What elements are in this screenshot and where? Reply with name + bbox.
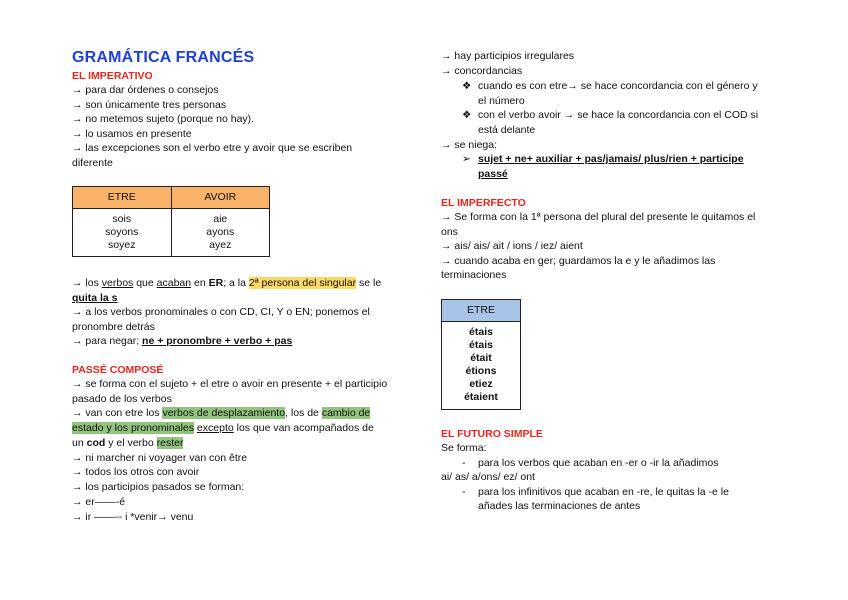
etre-form: soyez [108, 239, 136, 251]
bullet-text: con el verbo avoir → se hace la concordancia con el COD si [478, 109, 759, 121]
imperativo-line: → para dar órdenes o consejos [72, 84, 219, 96]
avoir-form: aie [213, 213, 228, 225]
etre-form: étais [469, 326, 493, 338]
etre-forms [73, 209, 172, 257]
dash-bullet-icon: - [462, 486, 466, 498]
passe-line: pasado de los verbos [72, 393, 172, 405]
bullet-text: el número [478, 95, 525, 107]
imperfecto-heading: EL IMPERFECTO [441, 197, 526, 209]
text: → para negar; [72, 335, 143, 347]
etre-form: soyons [105, 226, 139, 238]
right-line: → concordancias [441, 65, 523, 77]
pronominal-line: pronombre detrás [72, 321, 155, 333]
futuro-item: para los infinitivos que acaban en -re, le quitas la -e le [478, 486, 729, 498]
right-line: → hay participios irregulares [441, 50, 575, 62]
niega-rule: sujet + ne+ auxiliar + pas/jamais/ plus/rien + participe [478, 153, 744, 165]
table-header-avoir: AVOIR [171, 187, 269, 209]
highlight: cambio de [321, 407, 371, 419]
imperfecto-line: → Se forma con la 1ª persona del plural del presente le quitamos el [441, 211, 756, 223]
passe-etre-line2 [72, 421, 374, 436]
etre-form: étions [465, 365, 497, 377]
negar-line [72, 334, 292, 349]
highlight: estado y los pronominales [72, 422, 194, 434]
imperativo-line: → no metemos sujeto (porque no hay). [72, 113, 255, 125]
diamond-bullet-icon: ❖ [462, 109, 472, 121]
text: en [191, 277, 209, 289]
imperativo-heading: EL IMPERATIVO [72, 70, 153, 82]
highlight: rester [156, 437, 184, 449]
etre-form: sois [112, 213, 132, 225]
text: y el verbo [105, 437, 157, 449]
text: verbos [101, 277, 134, 289]
passe-more: → ni marcher ni voyager van con être [72, 452, 248, 464]
text: ne + pronombre + verbo + pas [142, 335, 293, 347]
imperfecto-line: → cuando acaba en ger; guardamos la e y le añadimos las [441, 255, 716, 267]
imperfecto-forms [442, 322, 521, 410]
highlight: verbos de desplazamiento [162, 407, 286, 419]
text: ; a la [223, 277, 249, 289]
bullet-text: está delante [478, 124, 536, 136]
dash-bullet-icon: - [462, 457, 466, 469]
etre-avoir-table [72, 186, 270, 257]
text: → van con etre los [72, 407, 163, 419]
bullet-text: cuando es con etre→ se hace concordancia con el género y [478, 80, 758, 92]
text: excepto [196, 422, 234, 434]
text: que [133, 277, 157, 289]
diamond-bullet-icon: ❖ [462, 80, 472, 92]
imperativo-line: → son únicamente tres personas [72, 99, 227, 111]
arrowhead-bullet-icon: ➢ [462, 153, 471, 165]
imperfecto-etre-table [441, 299, 521, 410]
imperfecto-line: → ais/ ais/ ait / ions / iez/ aient [441, 240, 583, 252]
imperfecto-line: ons [441, 226, 458, 238]
imperativo-line: → las excepciones son el verbo etre y avoir que se escriben [72, 142, 353, 154]
text: ER [208, 277, 224, 289]
passe-more: → ir ——-- i *venir→ venu [72, 511, 194, 523]
text: cod [86, 437, 106, 449]
passe-more: → todos los otros con avoir [72, 466, 200, 478]
futuro-heading: EL FUTURO SIMPLE [441, 428, 543, 440]
imperfecto-line: terminaciones [441, 269, 507, 281]
passe-etre-line3 [72, 436, 183, 451]
futuro-line: Se forma: [441, 442, 487, 454]
pronominal-line: → a los verbos pronominales o con CD, CI, Y o EN; ponemos el [72, 306, 370, 318]
text: → los [72, 277, 102, 289]
er-rule [72, 276, 381, 291]
highlight: 2ª persona del singular [248, 277, 357, 289]
er-rule-line2: quita la s [72, 292, 118, 304]
passe-more: → los participios pasados se forman: [72, 481, 245, 493]
imperativo-line: diferente [72, 157, 113, 169]
table-header-etre: ETRE [73, 187, 172, 209]
niega-line: → se niega: [441, 139, 498, 151]
text: los que van acompañados de [233, 422, 374, 434]
etre-form: étaient [464, 391, 498, 403]
etre-form: était [470, 352, 492, 364]
text: , los de [285, 407, 322, 419]
etre-form: etiez [469, 378, 493, 390]
table-header-etre: ETRE [442, 300, 521, 322]
page-title: GRAMÁTICA FRANCÉS [72, 49, 255, 66]
text: acaban [156, 277, 192, 289]
avoir-forms [171, 209, 269, 257]
futuro-item: añades las terminaciones de antes [478, 500, 641, 512]
etre-form: étais [469, 339, 493, 351]
avoir-form: ayons [206, 226, 235, 238]
passe-more: → er——-é [72, 496, 126, 508]
passe-etre-line1 [72, 406, 370, 421]
text: un [72, 437, 87, 449]
text: se le [356, 277, 382, 289]
passe-heading: PASSÉ COMPOSÉ [72, 364, 164, 376]
passe-line: → se forma con el sujeto + el etre o avoir en presente + el participio [72, 378, 388, 390]
imperativo-line: → lo usamos en presente [72, 128, 192, 140]
futuro-item: ai/ as/ a/ons/ ez/ ont [441, 471, 535, 483]
niega-rule: passé [478, 168, 508, 180]
avoir-form: ayez [209, 239, 232, 251]
futuro-item: para los verbos que acaban en -er o -ir la añadimos [478, 457, 719, 469]
